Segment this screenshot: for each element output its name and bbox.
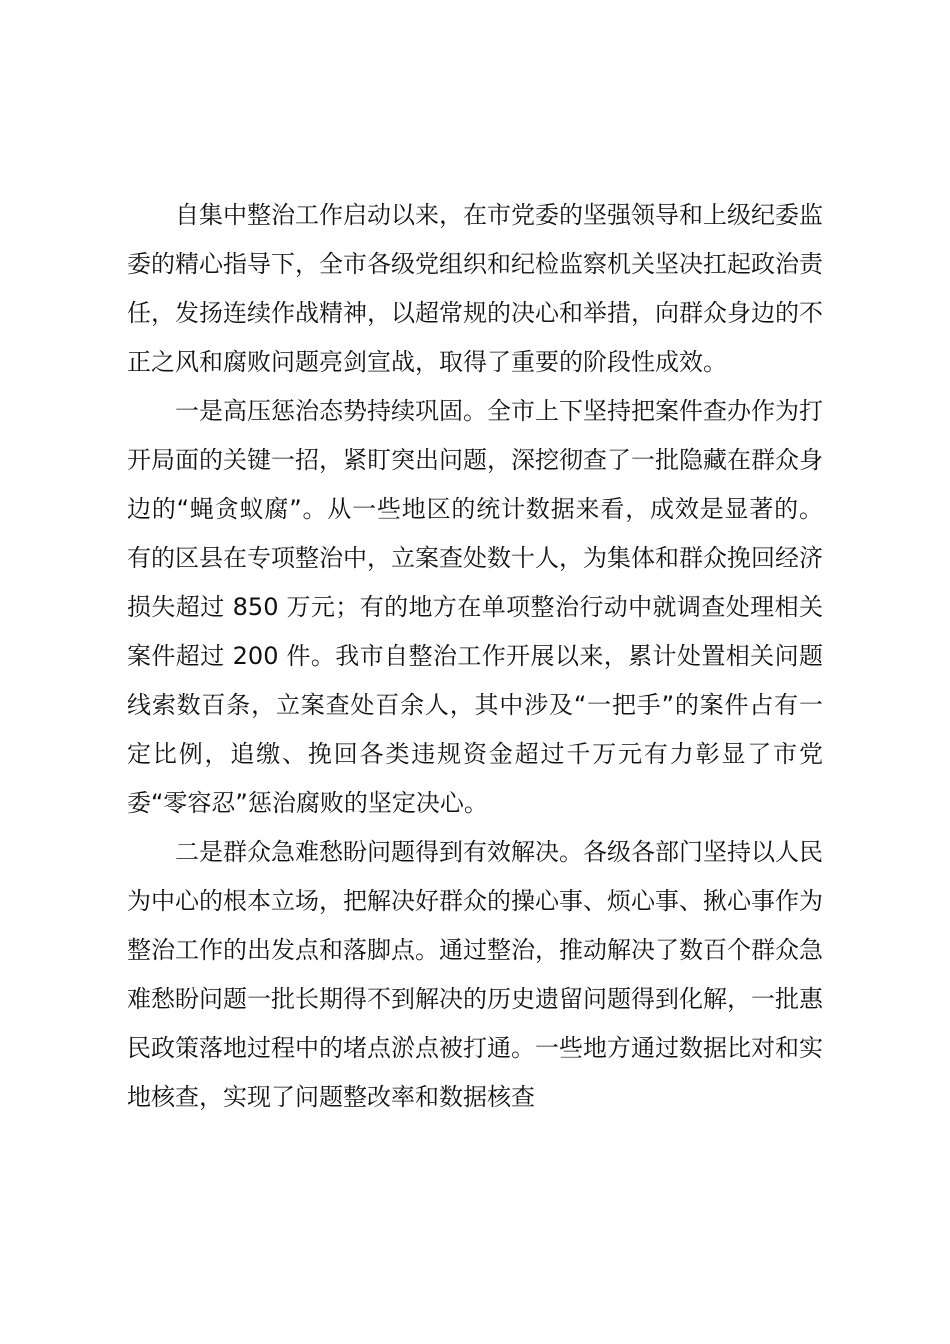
paragraph-point-two: 二是群众急难愁盼问题得到有效解决。各级各部门坚持以人民为中心的根本立场，把解决好群众的操心事、烦心事、揪心事作为整治工作的出发点和落脚点。通过整治，推动解决了数百个群众急难愁盼问题一批长期得不到解决的历史遗留问题得到化解，一批惠民政策落地过程中的堵点淤点被打通。一些地方通过数据比对和实地核查，实现了问题整改率和数据核查 xyxy=(127,838,823,1111)
paragraph-point-one: 一是高压惩治态势持续巩固。全市上下坚持把案件查办作为打开局面的关键一招，紧盯突出问题，深挖彻查了一批隐藏在群众身边的“蝇贪蚁腐”。从一些地区的统计数据来看，成效是显著的。有的区县在专项整治中，立案查处数十人，为集体和群众挽回经济损失超过 850 万元；有的地方在单项整治行动中就调查处理相关案件超过 200 件。我市自整治工作开展以来，累计处置相关问题线索数百条，立案查处百余人，其中涉及“一把手”的案件占有一定比例，追缴、挽回各类违规资金超过千万元有力彰显了市党委“零容忍”惩治腐败的坚定决心。 xyxy=(127,397,823,817)
document-body xyxy=(127,191,823,1122)
paragraph-intro: 自集中整治工作启动以来，在市党委的坚强领导和上级纪委监委的精心指导下，全市各级党组织和纪检监察机关坚决扛起政治责任，发扬连续作战精神，以超常规的决心和举措，向群众身边的不正之风和腐败问题亮剑宣战，取得了重要的阶段性成效。 xyxy=(127,201,823,376)
